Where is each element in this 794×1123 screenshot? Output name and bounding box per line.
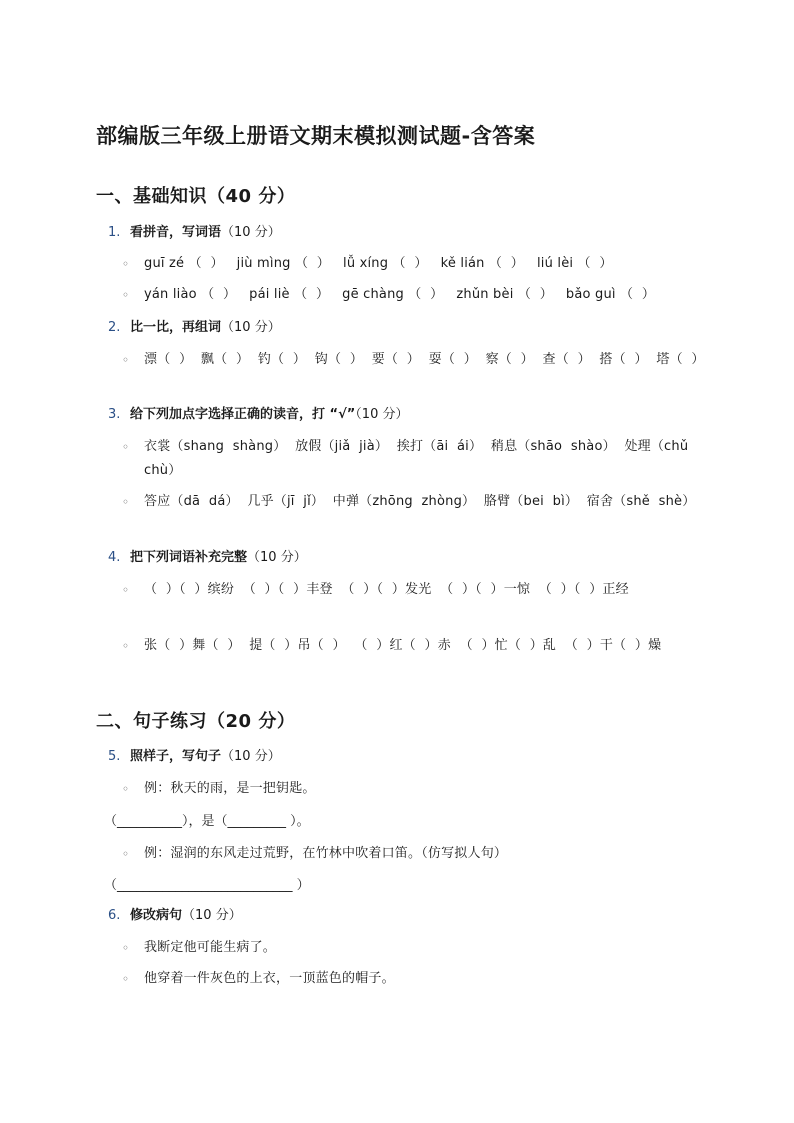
question-2	[108, 318, 281, 338]
question-points: （10 分）	[182, 908, 242, 923]
list-item	[122, 936, 702, 960]
bullet-icon: ◦	[122, 440, 130, 454]
list-item	[122, 490, 702, 514]
bullet-icon: ◦	[122, 495, 130, 509]
list-item	[122, 435, 702, 483]
list-item	[122, 967, 702, 991]
bullet-icon: ◦	[122, 257, 130, 271]
question-1	[108, 223, 281, 243]
list-item	[122, 283, 702, 307]
item-text: 衣裳（shang shàng） 放假（jiǎ jià） 挨打（āi ái） 稍息（shāo shào） 处理（chǔ chù）	[144, 439, 697, 478]
question-6	[108, 906, 242, 926]
question-text: 给下列加点字选择正确的读音，打 “√”	[130, 407, 356, 422]
item-text: 例：秋天的雨，是一把钥匙。	[144, 781, 316, 796]
question-points: （10 分）	[221, 749, 281, 764]
bullet-icon: ◦	[122, 847, 130, 861]
bullet-icon: ◦	[122, 353, 130, 367]
question-3	[108, 405, 408, 425]
document-title: 部编版三年级上册语文期末模拟测试题-含答案	[96, 124, 536, 148]
section-heading-basics: 一、基础知识（40 分）	[96, 186, 296, 207]
item-text: 例：湿润的东风走过荒野，在竹林中吹着口笛。（仿写拟人句）	[144, 846, 508, 861]
bullet-icon: ◦	[122, 972, 130, 986]
item-text: 他穿着一件灰色的上衣，一顶蓝色的帽子。	[144, 971, 395, 986]
item-text: yán liào （ ） pái liè （ ） gē chàng （ ） zhǔn bèi （ ） bǎo guì （ ）	[144, 287, 656, 302]
question-number: 5.	[108, 749, 121, 764]
list-item	[122, 348, 705, 372]
item-text: 漂（ ） 飘（ ） 钓（ ） 钩（ ） 要（ ） 耍（ ） 察（ ） 查（ ） 搭（ ） 塔（ ）	[144, 352, 705, 367]
item-text: 我断定他可能生病了。	[144, 940, 277, 955]
list-item	[122, 634, 702, 658]
question-number: 6.	[108, 908, 121, 923]
question-text: 照样子，写句子	[130, 749, 222, 764]
item-text: 答应（dā dá） 几乎（jī jǐ） 中弹（zhōng zhòng） 胳臂（bei bì） 宿舍（shě shè）	[144, 494, 696, 509]
answer-line: （___________________________ ）	[104, 878, 310, 893]
question-number: 1.	[108, 225, 121, 240]
list-item	[122, 842, 702, 866]
bullet-icon: ◦	[122, 941, 130, 955]
item-text: 张（ ）舞（ ） 提（ ）吊（ ） （ ）红（ ）赤 （ ）忙（ ）乱 （ ）干（ ）燥	[144, 638, 662, 653]
bullet-icon: ◦	[122, 583, 130, 597]
question-5	[108, 747, 281, 767]
bullet-icon: ◦	[122, 782, 130, 796]
question-4	[108, 548, 307, 568]
list-item	[122, 578, 702, 602]
question-text: 看拼音，写词语	[130, 225, 222, 240]
question-points: （10 分）	[355, 407, 409, 422]
question-points: （10 分）	[221, 320, 281, 335]
bullet-icon: ◦	[122, 639, 130, 653]
question-number: 2.	[108, 320, 121, 335]
question-text: 把下列词语补充完整	[130, 550, 248, 565]
item-text: （ ）（ ）缤纷 （ ）（ ）丰登 （ ）（ ）发光 （ ）（ ）一惊 （ ）（ ）正经	[144, 582, 629, 597]
question-number: 4.	[108, 550, 121, 565]
bullet-icon: ◦	[122, 288, 130, 302]
question-text: 修改病句	[130, 908, 183, 923]
list-item	[122, 252, 702, 276]
section-heading-sentences: 二、句子练习（20 分）	[96, 711, 296, 732]
question-points: （10 分）	[221, 225, 281, 240]
answer-line: （__________），是（_________ ）。	[104, 814, 310, 829]
question-points: （10 分）	[247, 550, 307, 565]
question-number: 3.	[108, 407, 121, 422]
item-text: guī zé （ ） jiù mìng （ ） lǚ xíng （ ） kě lián （ ） liú lèi （ ）	[144, 256, 613, 271]
list-item	[122, 777, 702, 801]
question-text: 比一比，再组词	[130, 320, 222, 335]
